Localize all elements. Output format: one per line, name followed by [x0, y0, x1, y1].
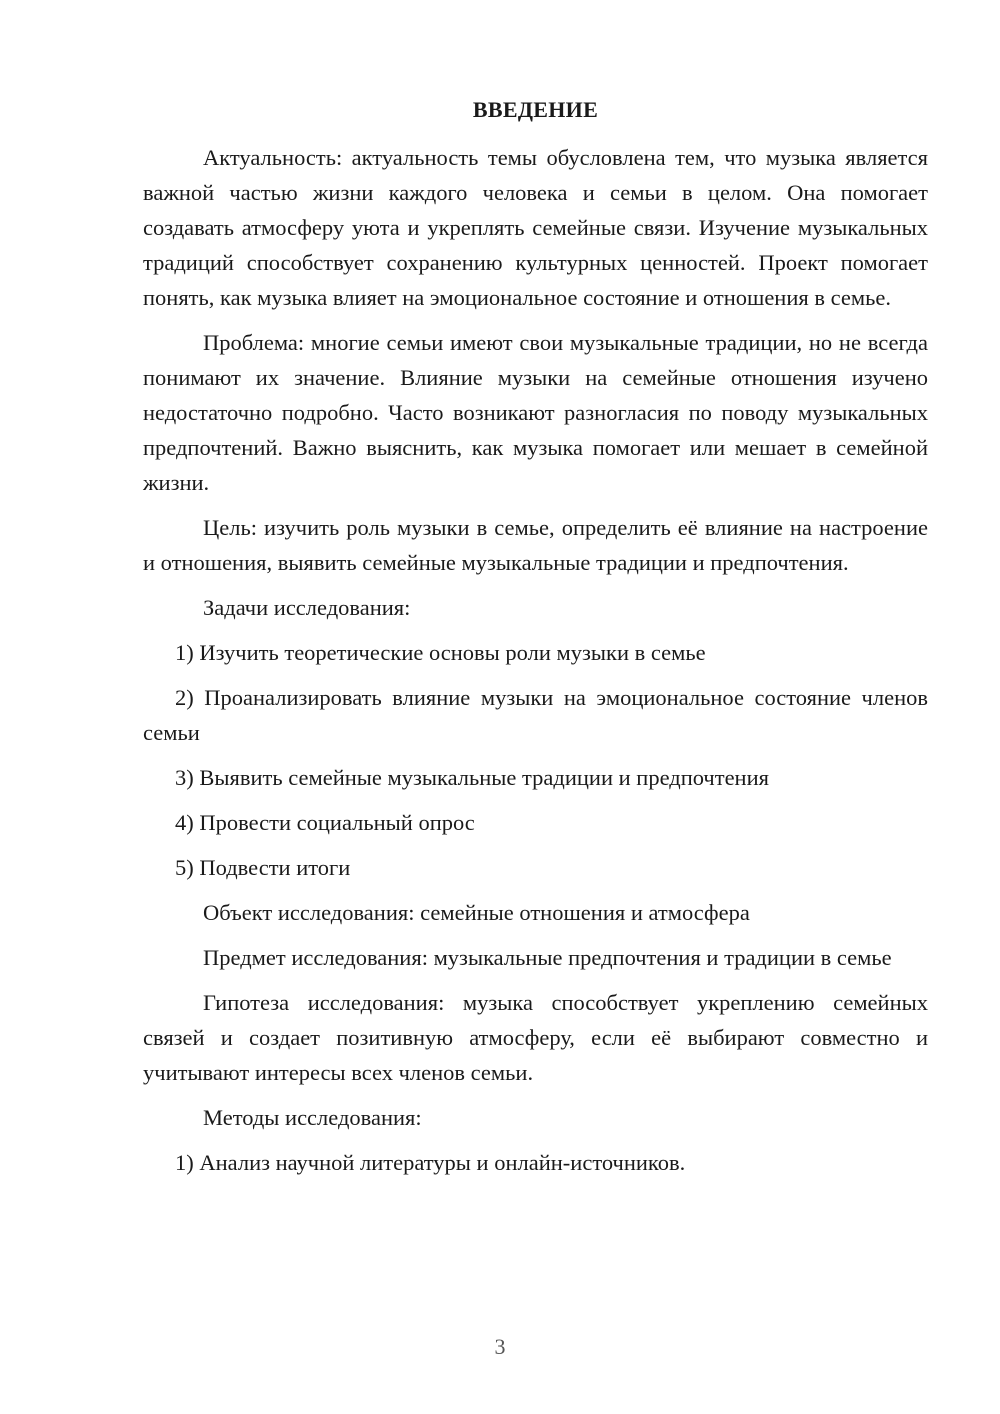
tasks-heading: Задачи исследования: [203, 595, 411, 620]
goal-paragraph: Цель: изучить роль музыки в семье, определить её влияние на настроение и отношения, выявить семейные музыкальные традиции и предпочтения. [143, 515, 928, 575]
task-item: 4) Провести социальный опрос [175, 810, 475, 835]
task-item: 1) Изучить теоретические основы роли музыки в семье [175, 640, 706, 665]
methods-heading: Методы исследования: [203, 1105, 422, 1130]
subject-paragraph: Предмет исследования: музыкальные предпочтения и традиции в семье [203, 945, 892, 970]
task-item: 5) Подвести итоги [175, 855, 351, 880]
task-item: 3) Выявить семейные музыкальные традиции и предпочтения [175, 765, 769, 790]
object-paragraph: Объект исследования: семейные отношения и атмосфера [203, 900, 750, 925]
page-number: 3 [494, 1334, 506, 1359]
problem-paragraph: Проблема: многие семьи имеют свои музыкальные традиции, но не всегда понимают их значение. Влияние музыки на семейные отношения изучено недостаточно подробно. Часто возникают разногласия по поводу музыкальных предпочтений. Важно выяснить, как музыка помогает или мешает в семейной жизни. [143, 330, 928, 495]
page-title: ВВЕДЕНИЕ [472, 97, 599, 122]
actuality-paragraph: Актуальность: актуальность темы обусловлена тем, что музыка является важной частью жизни каждого человека и семьи в целом. Она помогает создавать атмосферу уюта и укреплять семейные связи. Изучение музыкальных традиций способствует сохранению культурных ценностей. Проект помогает понять, как музыка влияет на эмоциональное состояние и отношения в семье. [143, 145, 928, 310]
document-body [143, 92, 928, 1190]
hypothesis-paragraph: Гипотеза исследования: музыка способствует укреплению семейных связей и создает позитивную атмосферу, если её выбирают совместно и учитывают интересы всех членов семьи. [143, 990, 928, 1085]
task-item: 2) Проанализировать влияние музыки на эмоциональное состояние членов семьи [143, 685, 928, 745]
method-item: 1) Анализ научной литературы и онлайн-источников. [175, 1150, 686, 1175]
